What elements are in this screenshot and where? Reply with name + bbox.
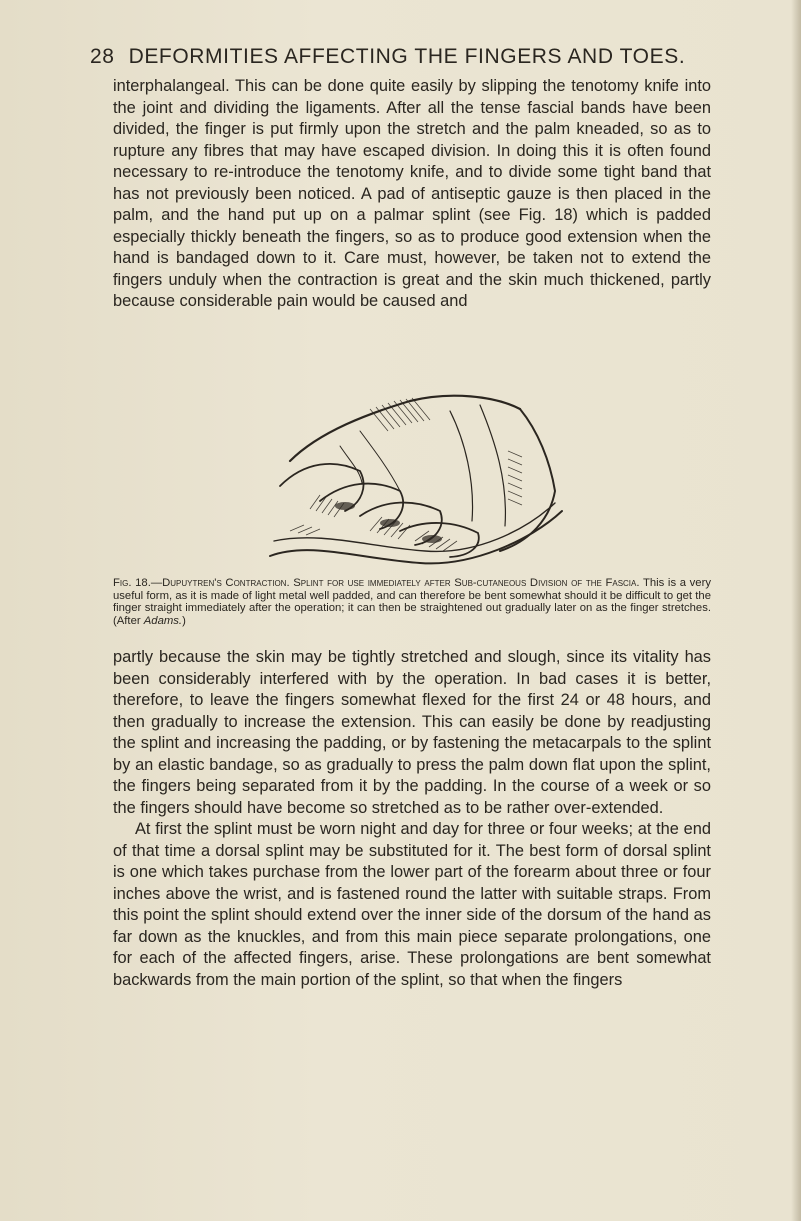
running-title: DEFORMITIES AFFECTING THE FINGERS AND TOES. bbox=[128, 45, 686, 68]
text-block-bottom bbox=[113, 647, 711, 991]
figure-18-illustration bbox=[250, 391, 570, 573]
text-block-top bbox=[113, 76, 711, 313]
running-header bbox=[90, 44, 770, 70]
caption-text: This is a very useful form, as it is made of light metal well padded, and can therefore be bent somewhat should it be difficult to get the finger straight immediately after the operation; it can then be straightened out gradually later on as the finger stretches. (After bbox=[113, 577, 711, 627]
page-number: 28 bbox=[90, 45, 115, 68]
paragraph-continued: interphalangeal. This can be done quite easily by slipping the tenotomy knife into the joint and dividing the ligaments. After all the tense fascial bands have been divided, the finger is put firmly upon the stretch and the palm kneaded, so as to rupture any fibres that may have escaped division. In doing this it is often found necessary to re-introduce the tenotomy knife, and to divide some tight band that has not previously been noticed. A pad of antiseptic gauze is then placed in the palm, and the hand put up on a palmar splint (see Fig. 18) which is padded especially thickly beneath the fingers, so as to produce good extension when the hand is bandaged down to it. Care must, however, be taken not to extend the fingers unduly when the contraction is great and the skin much thickened, partly because considerable pain would be caused and bbox=[113, 77, 711, 310]
caption-close: ) bbox=[182, 614, 186, 627]
figure-caption bbox=[113, 577, 711, 627]
paragraph: partly because the skin may be tightly stretched and slough, since its vitality has been considerably interfered with by the operation. In bad cases it is better, therefore, to leave the fingers somewhat flexed for the first 24 or 48 hours, and then gradually to increase the extension. This can easily be done by readjusting the splint and increasing the padding, or by fastening the metacarpals to the splint by an elastic bandage, so as gradually to press the palm down flat upon the splint, the fingers being separated from it by the padding. In the course of a week or so the fingers should have become so stretched as to be rather over-extended. bbox=[113, 648, 711, 817]
caption-label: Fig. 18.—Dupuytren's Contraction. bbox=[113, 577, 290, 589]
hand-on-splint-engraving bbox=[250, 391, 570, 573]
paragraph: At first the splint must be worn night and day for three or four weeks; at the end of that time a dorsal splint may be substituted for it. The best form of dorsal splint is one which takes purchase from the lower part of the forearm about three or four inches above the wrist, and is fastened round the latter with suitable straps. From this point the splint should extend over the inner side of the dorsum of the hand as far down as the knuckles, and from this main piece separate prolongations, one for each of the affected fingers, arise. These prolongations are bent somewhat backwards from the main portion of the splint, so that when the fingers bbox=[113, 820, 711, 989]
caption-subtitle: Splint for use immediately after Sub-cutaneous Division of the Fascia. bbox=[293, 577, 640, 589]
caption-source: Adams. bbox=[143, 614, 183, 627]
page-edge-shadow bbox=[791, 0, 801, 1221]
